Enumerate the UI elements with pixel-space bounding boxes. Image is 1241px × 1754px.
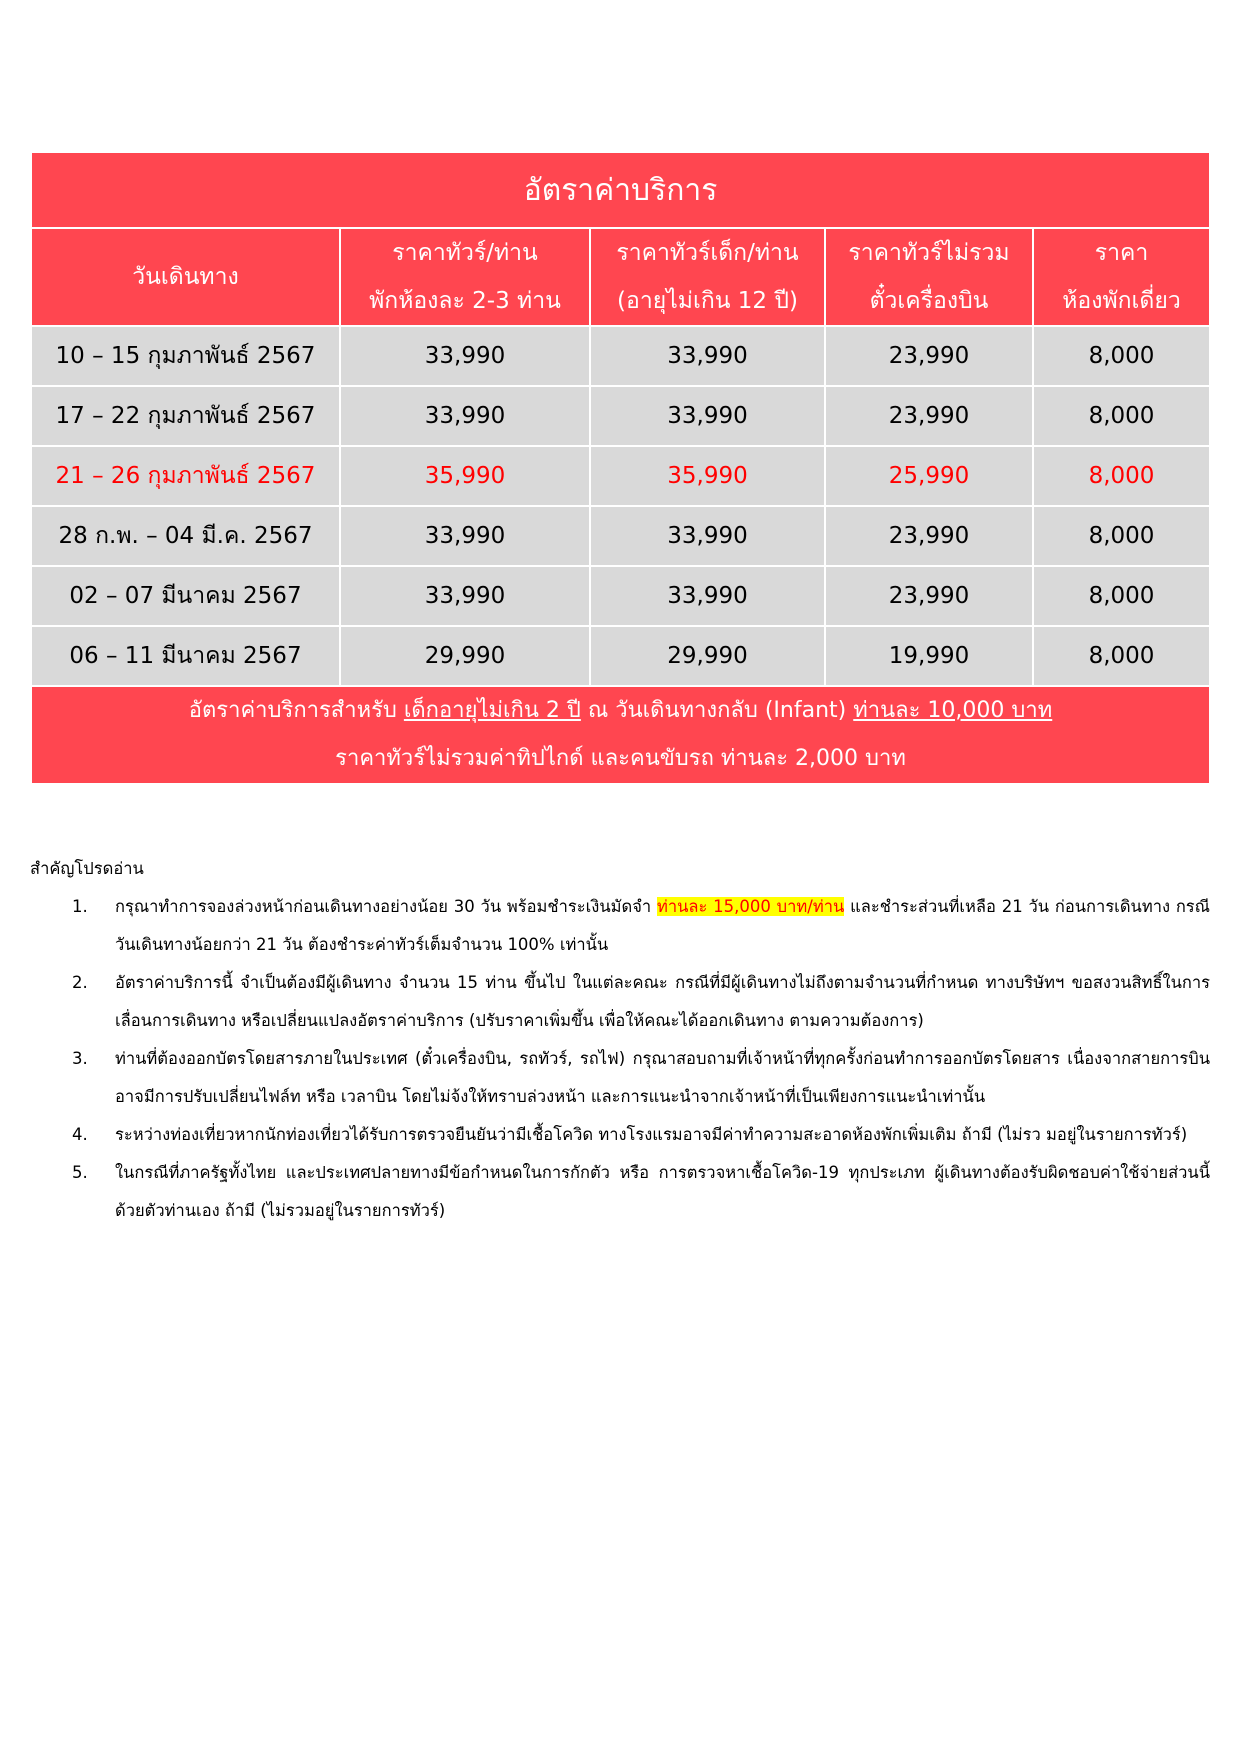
header-single-line2: ห้องพักเดี่ยว: [1062, 288, 1181, 314]
table-header-row: [31, 228, 1210, 326]
cell-adult-price: 35,990: [340, 446, 590, 506]
table-row: [31, 506, 1210, 566]
cell-single-room: 8,000: [1033, 446, 1210, 506]
important-notes: [30, 850, 1210, 1230]
table-footer-row: [31, 686, 1210, 784]
cell-single-room: 8,000: [1033, 326, 1210, 386]
list-item: [93, 1040, 1210, 1116]
footer-infant-price: ท่านละ 10,000 บาท: [853, 698, 1053, 723]
header-no-ticket-price: [825, 228, 1033, 326]
cell-no-ticket-price: 23,990: [825, 506, 1033, 566]
header-no-ticket-line1: ราคาทัวร์ไม่รวม: [848, 240, 1010, 266]
cell-child-price: 33,990: [590, 386, 825, 446]
table-row: [31, 386, 1210, 446]
note-text: อัตราค่าบริการนี้ จำเป็นต้องมีผู้เดินทาง จำนวน 15 ท่าน ขึ้นไป ในแต่ละคณะ กรณีที่มีผู้เดินทางไม่ถึงตามจำนวนที่กำหนด ทางบริษัทฯ ขอสงวนสิทธิ์ในการเลื่อนการเดินทาง หรือเปลี่ยนแปลงอัตราค่าบริการ (ปรับราคาเพิ่มขึ้น เพื่อให้คณะได้ออกเดินทาง ตามความต้องการ): [115, 973, 1210, 1030]
footer-line1-prefix: อัตราค่าบริการสำหรับ: [188, 698, 404, 723]
note-text: ในกรณีที่ภาครัฐทั้งไทย และประเทศปลายทางมีข้อกำหนดในการกักตัว หรือ การตรวจหาเชื้อโควิด-19 ทุกประเภท ผู้เดินทางต้องรับผิดชอบค่าใช้จ่ายส่วนนี้ด้วยตัวท่านเอง ถ้ามี (ไม่รวมอยู่ในรายการทัวร์): [115, 1163, 1210, 1220]
header-adult-price: [340, 228, 590, 326]
footer-infant-age: เด็กอายุไม่เกิน 2 ปี: [403, 698, 581, 723]
cell-single-room: 8,000: [1033, 566, 1210, 626]
note-text: กรุณาทำการจองล่วงหน้าก่อนเดินทางอย่างน้อย 30 วัน พร้อมชำระเงินมัดจำ: [115, 897, 657, 916]
cell-single-room: 8,000: [1033, 506, 1210, 566]
cell-date: 02 – 07 มีนาคม 2567: [31, 566, 340, 626]
cell-single-room: 8,000: [1033, 386, 1210, 446]
header-date-label: วันเดินทาง: [132, 264, 239, 290]
list-item: [93, 1154, 1210, 1230]
cell-child-price: 33,990: [590, 326, 825, 386]
cell-date: 21 – 26 กุมภาพันธ์ 2567: [31, 446, 340, 506]
cell-no-ticket-price: 19,990: [825, 626, 1033, 686]
notes-title: สำคัญโปรดอ่าน: [30, 859, 144, 878]
cell-adult-price: 33,990: [340, 386, 590, 446]
cell-no-ticket-price: 23,990: [825, 386, 1033, 446]
list-item: [93, 1116, 1210, 1154]
table-row: [31, 626, 1210, 686]
cell-adult-price: 33,990: [340, 326, 590, 386]
cell-no-ticket-price: 25,990: [825, 446, 1033, 506]
table-row-highlighted: [31, 446, 1210, 506]
list-item: [93, 964, 1210, 1040]
cell-date: 10 – 15 กุมภาพันธ์ 2567: [31, 326, 340, 386]
price-table: [30, 151, 1211, 785]
header-single-room: [1033, 228, 1210, 326]
cell-child-price: 29,990: [590, 626, 825, 686]
header-adult-line2: พักห้องละ 2-3 ท่าน: [369, 288, 561, 314]
header-single-line1: ราคา: [1094, 240, 1149, 266]
cell-date: 06 – 11 มีนาคม 2567: [31, 626, 340, 686]
cell-single-room: 8,000: [1033, 626, 1210, 686]
table-footer: [31, 686, 1210, 784]
list-item: [93, 888, 1210, 964]
cell-adult-price: 33,990: [340, 506, 590, 566]
cell-no-ticket-price: 23,990: [825, 566, 1033, 626]
note-text: และชำระส่วนที่เหลือ 21 วัน ก่อนการเดินทาง กรณีวันเดินทางน้อยกว่า 21 วัน ต้องชำระค่าทัวร์เต็มจำนวน 100% เท่านั้น: [115, 897, 1210, 954]
header-adult-line1: ราคาทัวร์/ท่าน: [392, 240, 538, 266]
header-date: [31, 228, 340, 326]
cell-no-ticket-price: 23,990: [825, 326, 1033, 386]
footer-tip-note: ราคาทัวร์ไม่รวมค่าทิปไกด์ และคนขับรถ ท่านละ 2,000 บาท: [335, 746, 906, 771]
cell-child-price: 33,990: [590, 506, 825, 566]
footer-line1-middle: ณ วันเดินทางกลับ (Infant): [580, 698, 854, 723]
cell-child-price: 33,990: [590, 566, 825, 626]
cell-child-price: 35,990: [590, 446, 825, 506]
cell-date: 17 – 22 กุมภาพันธ์ 2567: [31, 386, 340, 446]
table-row: [31, 326, 1210, 386]
table-row: [31, 566, 1210, 626]
header-no-ticket-line2: ตั๋วเครื่องบิน: [869, 288, 989, 314]
note-text: ท่านที่ต้องออกบัตรโดยสารภายในประเทศ (ตั๋วเครื่องบิน, รถทัวร์, รถไฟ) กรุณาสอบถามที่เจ้าหน้าที่ทุกครั้งก่อนทำการออกบัตรโดยสาร เนื่องจากสายการบินอาจมีการปรับเปลี่ยนไฟล์ท หรือ เวลาบิน โดยไม่จ้งให้ทราบล่วงหน้า และการแนะนำจากเจ้าหน้าที่เป็นเพียงการแนะนำเท่านั้น: [115, 1049, 1210, 1106]
header-child-price: [590, 228, 825, 326]
header-child-line1: ราคาทัวร์เด็ก/ท่าน: [616, 240, 799, 266]
cell-adult-price: 33,990: [340, 566, 590, 626]
deposit-highlight: ท่านละ 15,000 บาท/ท่าน: [656, 897, 845, 916]
notes-list: [30, 888, 1210, 1230]
table-title: อัตราค่าบริการ: [31, 152, 1210, 228]
cell-date: 28 ก.พ. – 04 มี.ค. 2567: [31, 506, 340, 566]
table-title-row: [31, 152, 1210, 228]
header-child-line2: (อายุไม่เกิน 12 ปี): [617, 288, 798, 314]
note-text: ระหว่างท่องเที่ยวหากนักท่องเที่ยวได้รับการตรวจยืนยันว่ามีเชื้อโควิด ทางโรงแรมอาจมีค่าทำความสะอาดห้องพักเพิ่มเติม ถ้ามี (ไม่รว มอยู่ในรายการทัวร์): [115, 1125, 1188, 1144]
cell-adult-price: 29,990: [340, 626, 590, 686]
